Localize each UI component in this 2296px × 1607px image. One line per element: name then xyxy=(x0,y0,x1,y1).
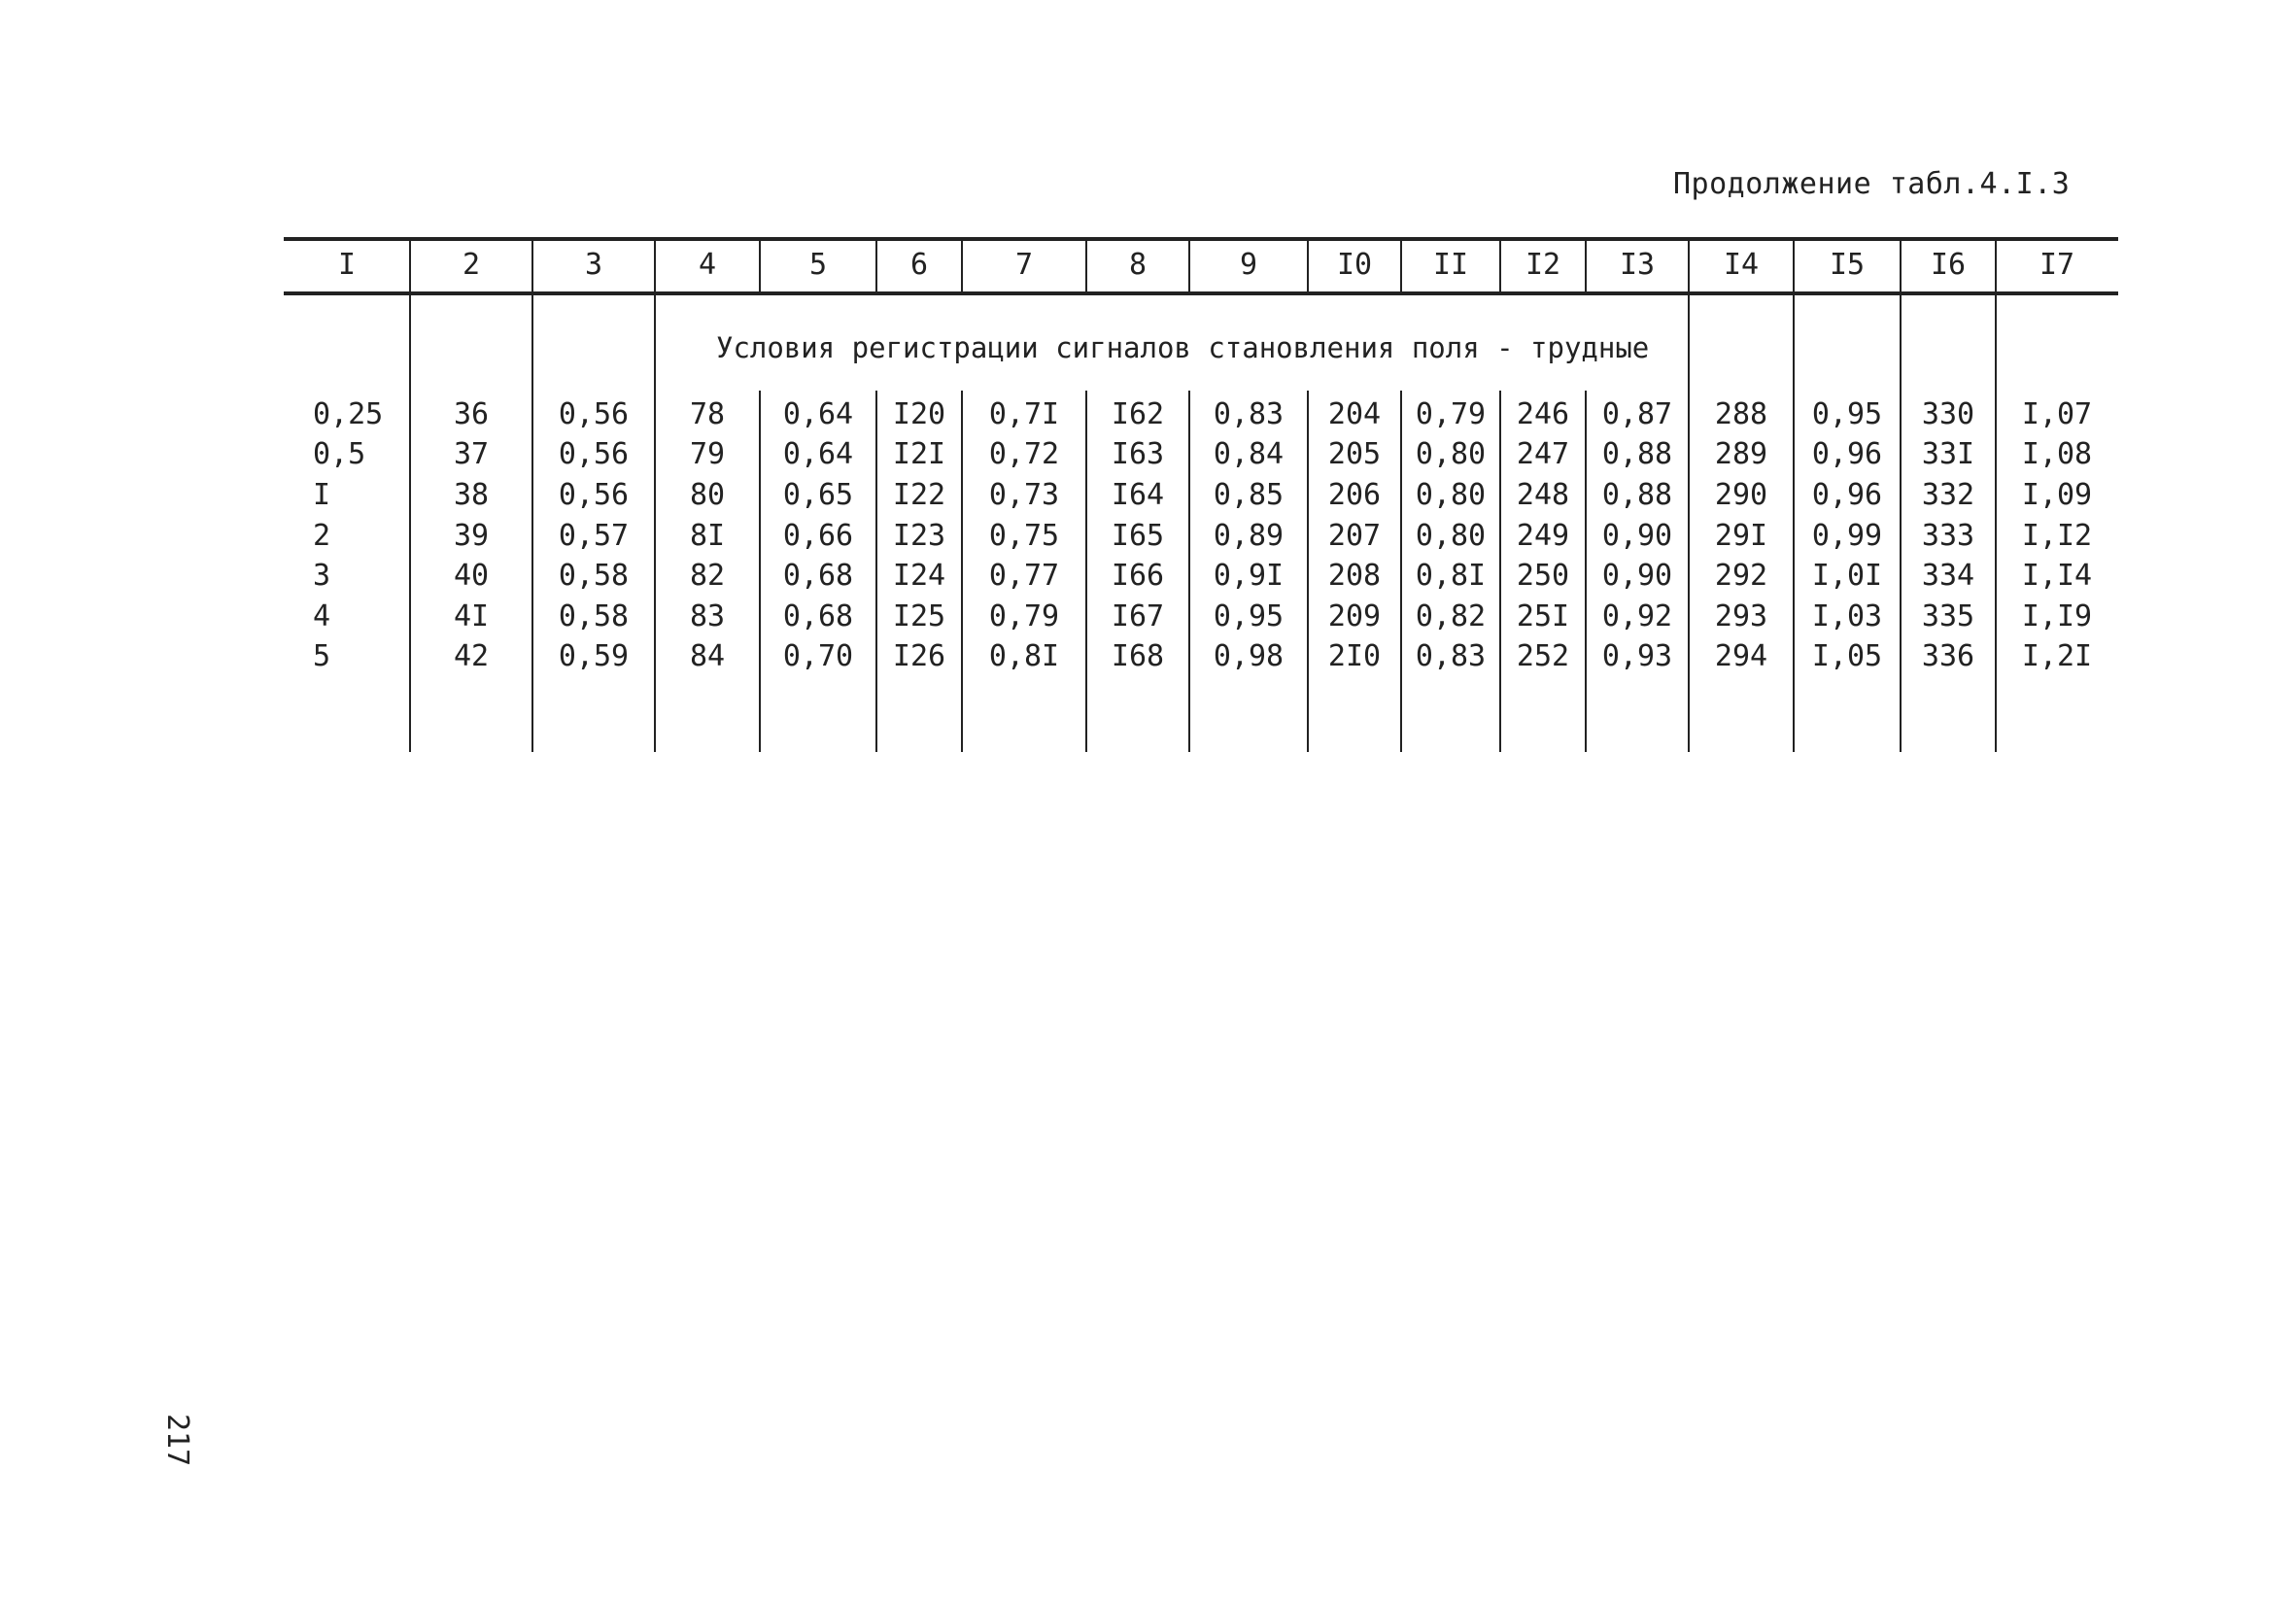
table-cell: 332 xyxy=(1921,478,1975,512)
table-cell: 290 xyxy=(1714,478,1768,512)
table-row xyxy=(284,476,2118,515)
table-cell: 0,96 xyxy=(1811,437,1883,471)
table-cell: 294 xyxy=(1714,639,1768,673)
table-cell: 82 xyxy=(689,559,726,593)
table-cell: 205 xyxy=(1327,437,1382,471)
table-cell: 204 xyxy=(1327,397,1382,431)
column-header: I7 xyxy=(2039,248,2075,282)
table-cell: 5 xyxy=(313,639,331,673)
table-cell: I63 xyxy=(1111,437,1165,471)
table-cell: 36 xyxy=(453,397,490,431)
table-cell: 247 xyxy=(1516,437,1570,471)
table-cell: I68 xyxy=(1111,639,1165,673)
table-cell: 0,7I xyxy=(988,397,1060,431)
table-cell: 0,79 xyxy=(1415,397,1487,431)
table-cell: I,I9 xyxy=(2021,599,2093,633)
table-cell: 0,85 xyxy=(1213,478,1285,512)
table-cell: 289 xyxy=(1714,437,1768,471)
table-cell: I64 xyxy=(1111,478,1165,512)
column-header: 5 xyxy=(808,248,828,282)
table-cell: 0,98 xyxy=(1213,639,1285,673)
column-header: I0 xyxy=(1336,248,1373,282)
table-cell: 0,58 xyxy=(558,559,630,593)
table-row xyxy=(284,598,2118,636)
table-cell: 84 xyxy=(689,639,726,673)
column-header: I6 xyxy=(1930,248,1967,282)
section-title: Условия регистрации сигналов становления поля - трудные xyxy=(716,331,1650,364)
table-cell: 335 xyxy=(1921,599,1975,633)
table-cell: 0,66 xyxy=(782,519,854,553)
table-cell: 0,95 xyxy=(1811,397,1883,431)
column-header: I5 xyxy=(1829,248,1866,282)
table-cell: 33I xyxy=(1921,437,1975,471)
table-cell: 0,25 xyxy=(313,397,384,431)
table-cell: 0,92 xyxy=(1601,599,1673,633)
table-cell: I,0I xyxy=(1811,559,1883,593)
table-cell: 293 xyxy=(1714,599,1768,633)
table-cell: 2I0 xyxy=(1327,639,1382,673)
table-cell: I62 xyxy=(1111,397,1165,431)
table-cell: 78 xyxy=(689,397,726,431)
table-cell: 0,64 xyxy=(782,437,854,471)
table-cell: I,07 xyxy=(2021,397,2093,431)
table-cell: I,I2 xyxy=(2021,519,2093,553)
table-cell: 0,56 xyxy=(558,478,630,512)
table-cell: 0,99 xyxy=(1811,519,1883,553)
column-header: 9 xyxy=(1239,248,1258,282)
table-cell: I,I4 xyxy=(2021,559,2093,593)
table-cell: 0,88 xyxy=(1601,437,1673,471)
table-cell: 0,68 xyxy=(782,559,854,593)
table-cell: 0,57 xyxy=(558,519,630,553)
table-cell: 2 xyxy=(313,519,331,553)
table-cell: 292 xyxy=(1714,559,1768,593)
table-cell: 288 xyxy=(1714,397,1768,431)
column-header: I2 xyxy=(1525,248,1561,282)
table-cell: 0,58 xyxy=(558,599,630,633)
table-cell: 0,90 xyxy=(1601,519,1673,553)
table-cell: 208 xyxy=(1327,559,1382,593)
table-cell: 80 xyxy=(689,478,726,512)
table-cell: 0,88 xyxy=(1601,478,1673,512)
table-cell: 0,80 xyxy=(1415,519,1487,553)
column-header: 4 xyxy=(698,248,717,282)
table-cell: 252 xyxy=(1516,639,1570,673)
table-cell: I67 xyxy=(1111,599,1165,633)
table-cell: 248 xyxy=(1516,478,1570,512)
table-cell: 209 xyxy=(1327,599,1382,633)
table-cell: I65 xyxy=(1111,519,1165,553)
table-cell: 0,89 xyxy=(1213,519,1285,553)
table-cell: 79 xyxy=(689,437,726,471)
page-number: 217 xyxy=(160,1414,194,1467)
table-cell: 0,68 xyxy=(782,599,854,633)
column-header: 8 xyxy=(1128,248,1148,282)
table-header-rule xyxy=(284,291,2118,295)
table-cell: 250 xyxy=(1516,559,1570,593)
table-row xyxy=(284,517,2118,556)
table-caption: Продолжение табл.4.I.3 xyxy=(1673,167,2071,201)
table-cell: 0,75 xyxy=(988,519,1060,553)
table-cell: 0,80 xyxy=(1415,437,1487,471)
table-row xyxy=(284,637,2118,676)
table-cell: 0,95 xyxy=(1213,599,1285,633)
table-row xyxy=(284,557,2118,596)
table-cell: 206 xyxy=(1327,478,1382,512)
table-cell: 4I xyxy=(453,599,490,633)
data-table xyxy=(284,237,2118,752)
table-cell: 8I xyxy=(689,519,726,553)
table-cell: I26 xyxy=(892,639,946,673)
table-cell: I,03 xyxy=(1811,599,1883,633)
column-header: 2 xyxy=(462,248,481,282)
table-cell: 0,65 xyxy=(782,478,854,512)
table-cell: I,2I xyxy=(2021,639,2093,673)
table-cell: I,09 xyxy=(2021,478,2093,512)
table-cell: 0,80 xyxy=(1415,478,1487,512)
table-cell: 0,5 xyxy=(313,437,366,471)
table-cell: 83 xyxy=(689,599,726,633)
table-cell: I23 xyxy=(892,519,946,553)
table-cell: 0,64 xyxy=(782,397,854,431)
table-cell: 207 xyxy=(1327,519,1382,553)
table-cell: 333 xyxy=(1921,519,1975,553)
table-cell: I66 xyxy=(1111,559,1165,593)
table-row xyxy=(284,395,2118,434)
table-cell: 0,83 xyxy=(1415,639,1487,673)
table-cell: I24 xyxy=(892,559,946,593)
column-header: I4 xyxy=(1723,248,1760,282)
table-cell: 0,8I xyxy=(988,639,1060,673)
table-cell: 249 xyxy=(1516,519,1570,553)
table-top-rule xyxy=(284,237,2118,241)
table-cell: 0,77 xyxy=(988,559,1060,593)
table-cell: I22 xyxy=(892,478,946,512)
table-cell: I25 xyxy=(892,599,946,633)
column-header: I xyxy=(337,248,357,282)
table-cell: I xyxy=(313,478,331,512)
table-cell: I,05 xyxy=(1811,639,1883,673)
table-cell: 42 xyxy=(453,639,490,673)
table-cell: 246 xyxy=(1516,397,1570,431)
table-cell: 0,90 xyxy=(1601,559,1673,593)
table-cell: 336 xyxy=(1921,639,1975,673)
table-cell: 0,82 xyxy=(1415,599,1487,633)
column-header: 6 xyxy=(909,248,929,282)
table-cell: 334 xyxy=(1921,559,1975,593)
table-cell: 40 xyxy=(453,559,490,593)
table-cell: 0,93 xyxy=(1601,639,1673,673)
table-cell: 4 xyxy=(313,599,331,633)
table-cell: 0,73 xyxy=(988,478,1060,512)
table-cell: 0,72 xyxy=(988,437,1060,471)
table-cell: 0,70 xyxy=(782,639,854,673)
table-cell: 0,59 xyxy=(558,639,630,673)
column-header: I3 xyxy=(1619,248,1656,282)
table-cell: 25I xyxy=(1516,599,1570,633)
table-cell: 330 xyxy=(1921,397,1975,431)
table-cell: I20 xyxy=(892,397,946,431)
table-cell: 0,56 xyxy=(558,397,630,431)
column-header: 7 xyxy=(1014,248,1034,282)
table-cell: 0,96 xyxy=(1811,478,1883,512)
table-cell: 38 xyxy=(453,478,490,512)
table-cell: 3 xyxy=(313,559,331,593)
table-cell: I2I xyxy=(892,437,946,471)
table-cell: 37 xyxy=(453,437,490,471)
column-header: II xyxy=(1432,248,1469,282)
table-cell: 0,9I xyxy=(1213,559,1285,593)
table-cell: 0,8I xyxy=(1415,559,1487,593)
table-cell: 0,87 xyxy=(1601,397,1673,431)
table-cell: 0,56 xyxy=(558,437,630,471)
column-header: 3 xyxy=(584,248,603,282)
table-cell: 0,83 xyxy=(1213,397,1285,431)
table-cell: 39 xyxy=(453,519,490,553)
table-cell: I,08 xyxy=(2021,437,2093,471)
table-cell: 29I xyxy=(1714,519,1768,553)
table-cell: 0,84 xyxy=(1213,437,1285,471)
table-row xyxy=(284,435,2118,474)
table-cell: 0,79 xyxy=(988,599,1060,633)
